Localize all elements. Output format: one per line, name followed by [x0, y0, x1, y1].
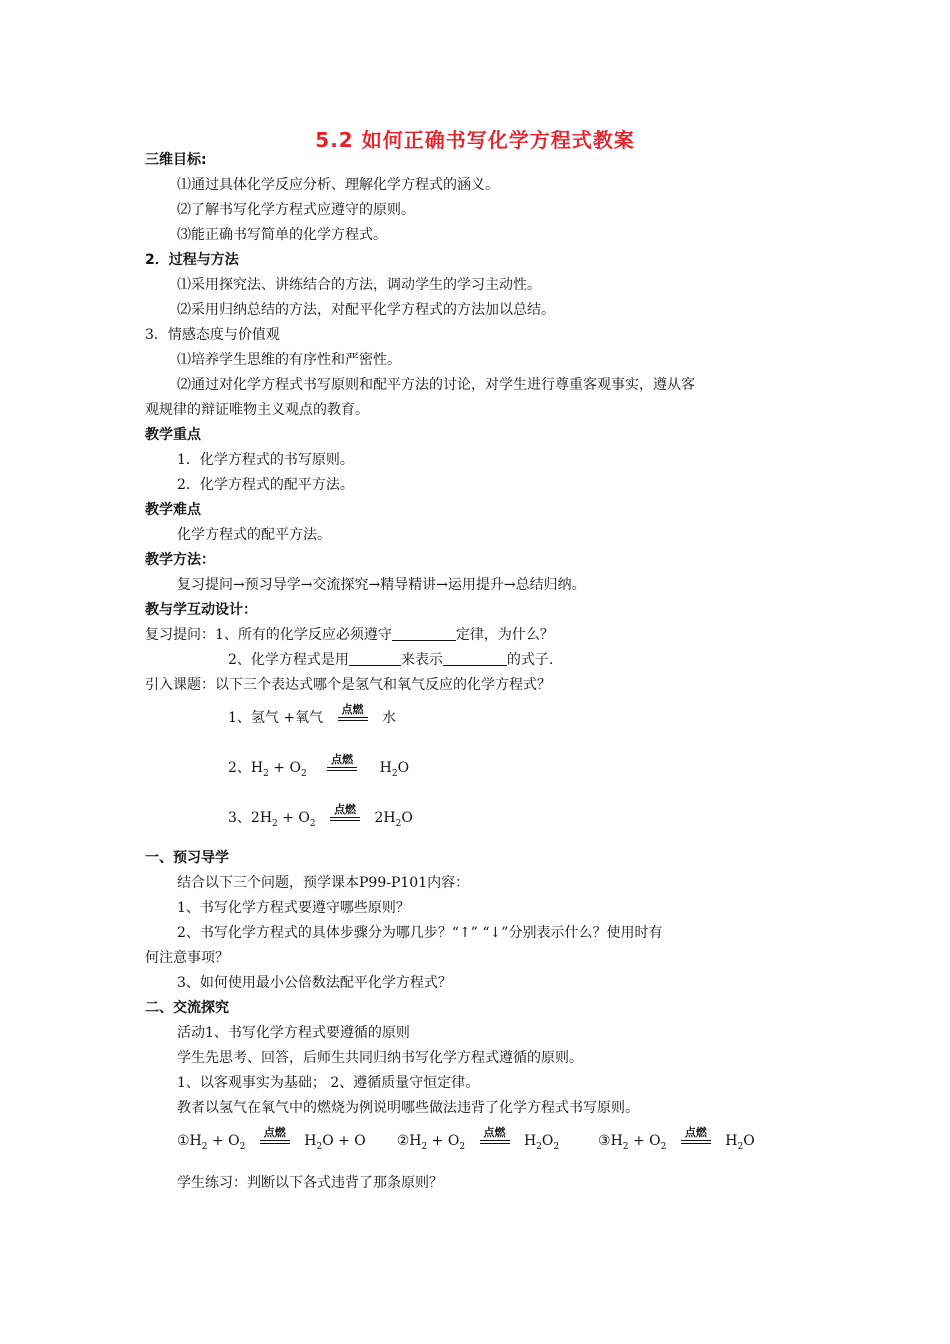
- equation: 2、$H_2 + O_2$ 点燃 $H_2O$: [228, 753, 410, 779]
- section-heading: 三维目标:: [145, 152, 207, 168]
- text-line: 结合以下三个问题，预学课本P99-P101内容：: [177, 875, 470, 891]
- ignite-condition: 点燃: [330, 808, 360, 828]
- ignite-condition: 点燃: [327, 758, 357, 778]
- text-line: 1．化学方程式的书写原则。: [177, 452, 354, 468]
- equation: 3、$2H_2 + O_2$ 点燃 $2H_2O$: [228, 803, 413, 829]
- section-heading: 教学难点: [145, 502, 201, 518]
- ignite-condition: 点燃: [338, 708, 368, 728]
- text-line: 1、以客观事实为基础； 2、遵循质量守恒定律。: [177, 1075, 480, 1091]
- ignite-condition: 点燃: [681, 1131, 711, 1151]
- text-line: ⑶能正确书写简单的化学方程式。: [177, 227, 387, 243]
- text-line: 观规律的辩证唯物主义观点的教育。: [145, 402, 369, 418]
- equation-row: $①H_2 + O_2$ 点燃 $H_2O + O$ $②H_2 + O_2$ 点燃 $H_2O_2$ $③H_2 + O_2$ 点燃 $H_2O$: [177, 1126, 755, 1152]
- text-line: ⑴通过具体化学反应分析、理解化学方程式的涵义。: [177, 177, 499, 193]
- answer-blank: [443, 651, 507, 666]
- text-line: ⑴培养学生思维的有序性和严密性。: [177, 352, 401, 368]
- question-line: 2、化学方程式是用 来表示 的式子.: [228, 652, 554, 668]
- equation: 1、氢气 +氧气 点燃 水: [228, 703, 396, 726]
- text-line: 化学方程式的配平方法。: [177, 527, 331, 543]
- section-heading: 2．过程与方法: [145, 252, 239, 268]
- section-heading: 二、交流探究: [145, 1000, 229, 1016]
- text-line: 教者以氢气在氧气中的燃烧为例说明哪些做法违背了化学方程式书写原则。: [177, 1100, 639, 1116]
- section-heading: 3．情感态度与价值观: [145, 327, 280, 343]
- text-line: 3、如何使用最小公倍数法配平化学方程式？: [177, 975, 452, 991]
- ignite-condition: 点燃: [260, 1131, 290, 1151]
- page-title: 5.2 如何正确书写化学方程式教案: [315, 128, 635, 152]
- text-line: 何注意事项？: [145, 950, 229, 966]
- text-line: ⑴采用探究法、讲练结合的方法，调动学生的学习主动性。: [177, 277, 541, 293]
- section-heading: 教学方法：: [145, 552, 215, 568]
- section-heading: 一、预习导学: [145, 850, 229, 866]
- text-line: 活动1、书写化学方程式要遵循的原则: [177, 1025, 410, 1041]
- text-line: 2、书写化学方程式的具体步骤分为哪几步？“↑” “↓”分别表示什么？使用时有: [177, 925, 663, 941]
- text-line: 1、书写化学方程式要遵守哪些原则？: [177, 900, 410, 916]
- text-line: ⑵采用归纳总结的方法，对配平化学方程式的方法加以总结。: [177, 302, 555, 318]
- text-line: 复习提问→预习导学→交流探究→精导精讲→运用提升→总结归纳。: [177, 577, 586, 593]
- question-line: 复习提问：1、所有的化学反应必须遵守 定律，为什么？: [145, 627, 554, 643]
- section-heading: 教与学互动设计：: [145, 602, 257, 618]
- text-line: 引入课题：以下三个表达式哪个是氢气和氧气反应的化学方程式？: [145, 677, 551, 693]
- answer-blank: [349, 651, 401, 666]
- text-line: 学生练习：判断以下各式违背了那条原则？: [177, 1175, 443, 1191]
- text-line: 2．化学方程式的配平方法。: [177, 477, 354, 493]
- text-line: 学生先思考、回答，后师生共同归纳书写化学方程式遵循的原则。: [177, 1050, 583, 1066]
- section-heading: 教学重点: [145, 427, 201, 443]
- text-line: ⑵了解书写化学方程式应遵守的原则。: [177, 202, 415, 218]
- ignite-condition: 点燃: [480, 1131, 510, 1151]
- text-line: ⑵通过对化学方程式书写原则和配平方法的讨论，对学生进行尊重客观事实，遵从客: [177, 377, 695, 393]
- answer-blank: [392, 626, 456, 641]
